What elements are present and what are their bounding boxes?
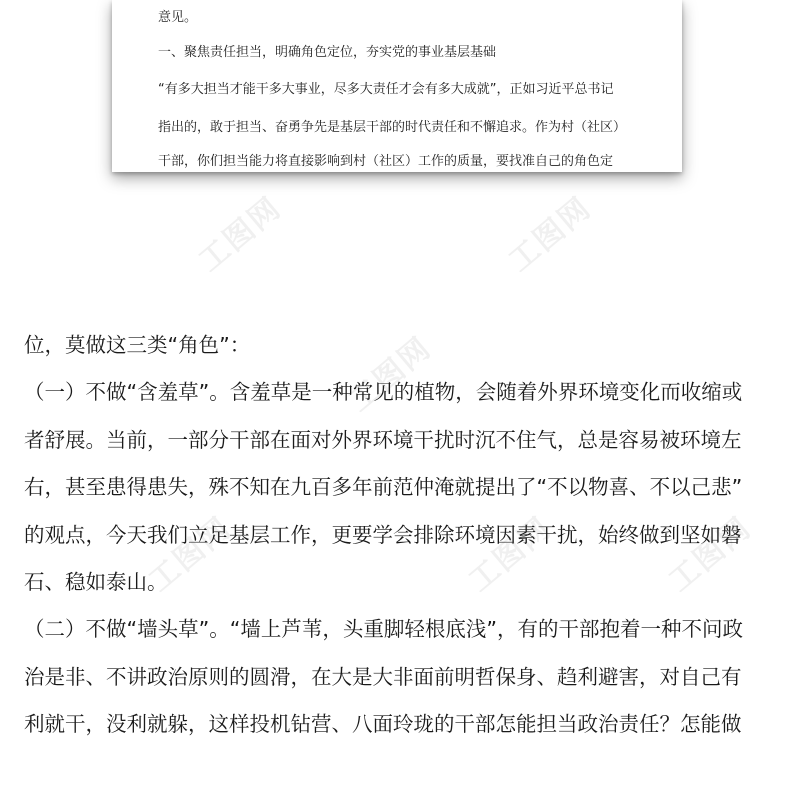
body-line: 位，莫做这三类“角色”： [24, 333, 251, 357]
watermark: 工图网 [142, 510, 239, 599]
body-line: 石、稳如泰山。 [24, 569, 168, 594]
body-line: 利就干，没利就躲，这样投机钻营、八面玲珑的干部怎能担当政治责任？怎能做 [24, 712, 742, 737]
preview-line: 一、聚焦责任担当，明确角色定位，夯实党的事业基层基础 [158, 45, 497, 60]
preview-line: 指出的，敢于担当、奋勇争先是基层干部的时代责任和不懈追求。作为村（社区） [158, 120, 627, 135]
body-line: 者舒展。当前，一部分干部在面对外界环境干扰时沉不住气，总是容易被环境左 [24, 427, 742, 452]
preview-line: “有多大担当才能干多大事业，尽多大责任才会有多大成就”，正如习近平总书记 [158, 82, 614, 97]
watermark: 工图网 [662, 510, 759, 599]
preview-line: 意见。 [158, 10, 198, 25]
body-line: （二）不做“墙头草”。“墙上芦苇，头重脚轻根底浅”，有的干部抱着一种不问政 [24, 617, 743, 642]
article-body [24, 322, 780, 749]
body-line: 右，甚至患得患失，殊不知在九百多年前范仲淹就提出了“不以物喜、不以己悲” [24, 475, 743, 500]
body-line: 治是非、不讲政治原则的圆滑，在大是大非面前明哲保身、趋利避害，对自己有 [24, 664, 742, 689]
watermark: 工图网 [342, 330, 439, 419]
document-preview-card [112, 0, 682, 172]
watermark: 工图网 [502, 190, 599, 279]
preview-line: 干部，你们担当能力将直接影响到村（社区）工作的质量，要找准自己的角色定 [158, 154, 614, 169]
body-line: （一）不做“含羞草”。含羞草是一种常见的植物，会随着外界环境变化而收缩或 [24, 380, 743, 405]
body-line: 的观点，今天我们立足基层工作，更要学会排除环境因素干扰，始终做到坚如磐 [24, 522, 742, 547]
watermark: 工图网 [462, 510, 559, 599]
watermark: 工图网 [192, 190, 289, 279]
